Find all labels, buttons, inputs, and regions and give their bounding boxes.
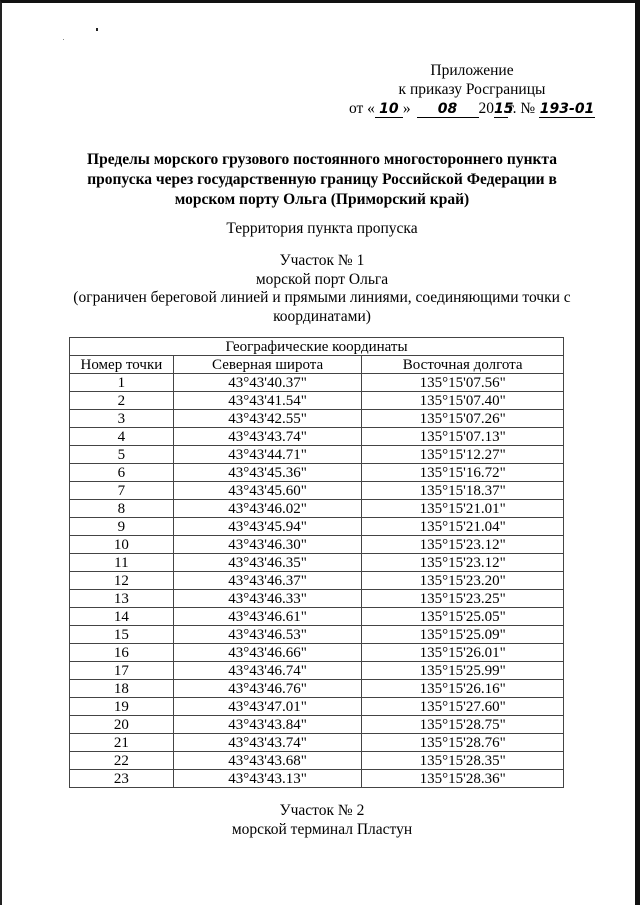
cell-latitude: 43°43'44.71" xyxy=(173,446,362,464)
section-2-header xyxy=(62,801,582,839)
table-row xyxy=(70,518,564,536)
table-row xyxy=(70,734,564,752)
handwritten-year: 15 xyxy=(494,101,514,117)
cell-longitude: 135°15'12.27" xyxy=(362,446,564,464)
column-header-latitude: Северная широта xyxy=(173,356,362,374)
table-row xyxy=(70,698,564,716)
document-subtitle: Территория пункта пропуска xyxy=(226,220,418,237)
cell-point-number: 17 xyxy=(70,662,174,680)
cell-latitude: 43°43'46.66" xyxy=(173,644,362,662)
table-row xyxy=(70,410,564,428)
cell-point-number: 2 xyxy=(70,392,174,410)
table-row xyxy=(70,626,564,644)
table-row xyxy=(70,716,564,734)
cell-longitude: 135°15'25.09" xyxy=(362,626,564,644)
table-row xyxy=(70,464,564,482)
cell-point-number: 16 xyxy=(70,644,174,662)
handwritten-order-number: 193-01 xyxy=(539,101,595,117)
annex-header xyxy=(342,61,602,118)
cell-longitude: 135°15'23.12" xyxy=(362,554,564,572)
section-2-heading: Участок № 2 xyxy=(279,802,365,819)
cell-point-number: 1 xyxy=(70,374,174,392)
cell-point-number: 4 xyxy=(70,428,174,446)
table-row xyxy=(70,590,564,608)
cell-latitude: 43°43'46.53" xyxy=(173,626,362,644)
cell-longitude: 135°15'23.20" xyxy=(362,572,564,590)
cell-point-number: 13 xyxy=(70,590,174,608)
annex-date-line: от « 10 » 08 2015г. № 193-01 xyxy=(348,100,595,117)
cell-point-number: 5 xyxy=(70,446,174,464)
cell-latitude: 43°43'46.37" xyxy=(173,572,362,590)
cell-longitude: 135°15'28.35" xyxy=(362,752,564,770)
cell-latitude: 43°43'43.68" xyxy=(173,752,362,770)
table-row xyxy=(70,662,564,680)
cell-latitude: 43°43'46.76" xyxy=(173,680,362,698)
cell-latitude: 43°43'46.02" xyxy=(173,500,362,518)
cell-longitude: 135°15'25.99" xyxy=(362,662,564,680)
cell-longitude: 135°15'07.56" xyxy=(362,374,564,392)
cell-longitude: 135°15'07.40" xyxy=(362,392,564,410)
annex-label: Приложение xyxy=(430,62,514,79)
cell-point-number: 20 xyxy=(70,716,174,734)
handwritten-month: 08 xyxy=(417,102,479,118)
cell-latitude: 43°43'46.33" xyxy=(173,590,362,608)
cell-latitude: 43°43'45.36" xyxy=(173,464,362,482)
cell-longitude: 135°15'21.01" xyxy=(362,500,564,518)
cell-latitude: 43°43'43.74" xyxy=(173,734,362,752)
table-row xyxy=(70,446,564,464)
cell-latitude: 43°43'45.94" xyxy=(173,518,362,536)
cell-latitude: 43°43'41.54" xyxy=(173,392,362,410)
cell-point-number: 21 xyxy=(70,734,174,752)
scan-speck xyxy=(96,28,98,31)
cell-point-number: 18 xyxy=(70,680,174,698)
cell-longitude: 135°15'26.01" xyxy=(362,644,564,662)
cell-point-number: 23 xyxy=(70,770,174,788)
coordinates-table xyxy=(69,337,564,788)
cell-point-number: 6 xyxy=(70,464,174,482)
cell-longitude: 135°15'07.26" xyxy=(362,410,564,428)
cell-longitude: 135°15'21.04" xyxy=(362,518,564,536)
table-row xyxy=(70,482,564,500)
table-row xyxy=(70,554,564,572)
cell-latitude: 43°43'45.60" xyxy=(173,482,362,500)
cell-longitude: 135°15'16.72" xyxy=(362,464,564,482)
cell-longitude: 135°15'18.37" xyxy=(362,482,564,500)
cell-latitude: 43°43'43.84" xyxy=(173,716,362,734)
annex-order-ref: к приказу Росграницы xyxy=(398,81,546,98)
table-row xyxy=(70,392,564,410)
cell-latitude: 43°43'43.74" xyxy=(173,428,362,446)
section-1-header: Участок № 1 морской порт Ольга (ограничен береговой линией и прямыми линиями, соединяющими точки с координатами) xyxy=(42,252,602,326)
table-row xyxy=(70,680,564,698)
cell-point-number: 11 xyxy=(70,554,174,572)
cell-point-number: 12 xyxy=(70,572,174,590)
table-row xyxy=(70,608,564,626)
cell-latitude: 43°43'46.74" xyxy=(173,662,362,680)
cell-longitude: 135°15'28.75" xyxy=(362,716,564,734)
cell-longitude: 135°15'28.36" xyxy=(362,770,564,788)
section-1-name: морской порт Ольга xyxy=(255,270,389,288)
cell-longitude: 135°15'26.16" xyxy=(362,680,564,698)
cell-latitude: 43°43'46.61" xyxy=(173,608,362,626)
table-row xyxy=(70,770,564,788)
cell-longitude: 135°15'27.60" xyxy=(362,698,564,716)
cell-latitude: 43°43'47.01" xyxy=(173,698,362,716)
cell-point-number: 10 xyxy=(70,536,174,554)
table-row xyxy=(70,752,564,770)
table-row xyxy=(70,536,564,554)
table-row xyxy=(70,572,564,590)
cell-longitude: 135°15'23.12" xyxy=(362,536,564,554)
section-2-name: морской терминал Пластун xyxy=(231,821,413,838)
section-1-description: (ограничен береговой линией и прямыми линиями, соединяющими точки с xyxy=(73,289,571,306)
cell-latitude: 43°43'43.13" xyxy=(173,770,362,788)
cell-point-number: 7 xyxy=(70,482,174,500)
column-header-longitude: Восточная долгота xyxy=(362,356,564,374)
cell-latitude: 43°43'42.55" xyxy=(173,410,362,428)
table-body xyxy=(70,374,564,788)
cell-point-number: 19 xyxy=(70,698,174,716)
cell-point-number: 8 xyxy=(70,500,174,518)
cell-point-number: 9 xyxy=(70,518,174,536)
section-1-heading: Участок № 1 xyxy=(279,252,365,269)
cell-longitude: 135°15'07.13" xyxy=(362,428,564,446)
column-header-point-number: Номер точки xyxy=(70,356,174,374)
table-row xyxy=(70,500,564,518)
handwritten-day: 10 xyxy=(375,102,403,118)
cell-longitude: 135°15'28.76" xyxy=(362,734,564,752)
cell-point-number: 15 xyxy=(70,626,174,644)
table-row xyxy=(70,374,564,392)
scan-speck xyxy=(63,39,64,40)
table-group-header: Географические координаты xyxy=(70,338,564,356)
cell-point-number: 14 xyxy=(70,608,174,626)
document-title: Пределы морского грузового постоянного многостороннего пункта пропуска через государственную границу Российской Федерации в морском порту Ольга (Приморский край) xyxy=(87,151,557,208)
cell-latitude: 43°43'40.37" xyxy=(173,374,362,392)
table-row xyxy=(70,428,564,446)
cell-longitude: 135°15'23.25" xyxy=(362,590,564,608)
cell-longitude: 135°15'25.05" xyxy=(362,608,564,626)
cell-latitude: 43°43'46.35" xyxy=(173,554,362,572)
table-row xyxy=(70,644,564,662)
cell-point-number: 3 xyxy=(70,410,174,428)
cell-point-number: 22 xyxy=(70,752,174,770)
cell-latitude: 43°43'46.30" xyxy=(173,536,362,554)
